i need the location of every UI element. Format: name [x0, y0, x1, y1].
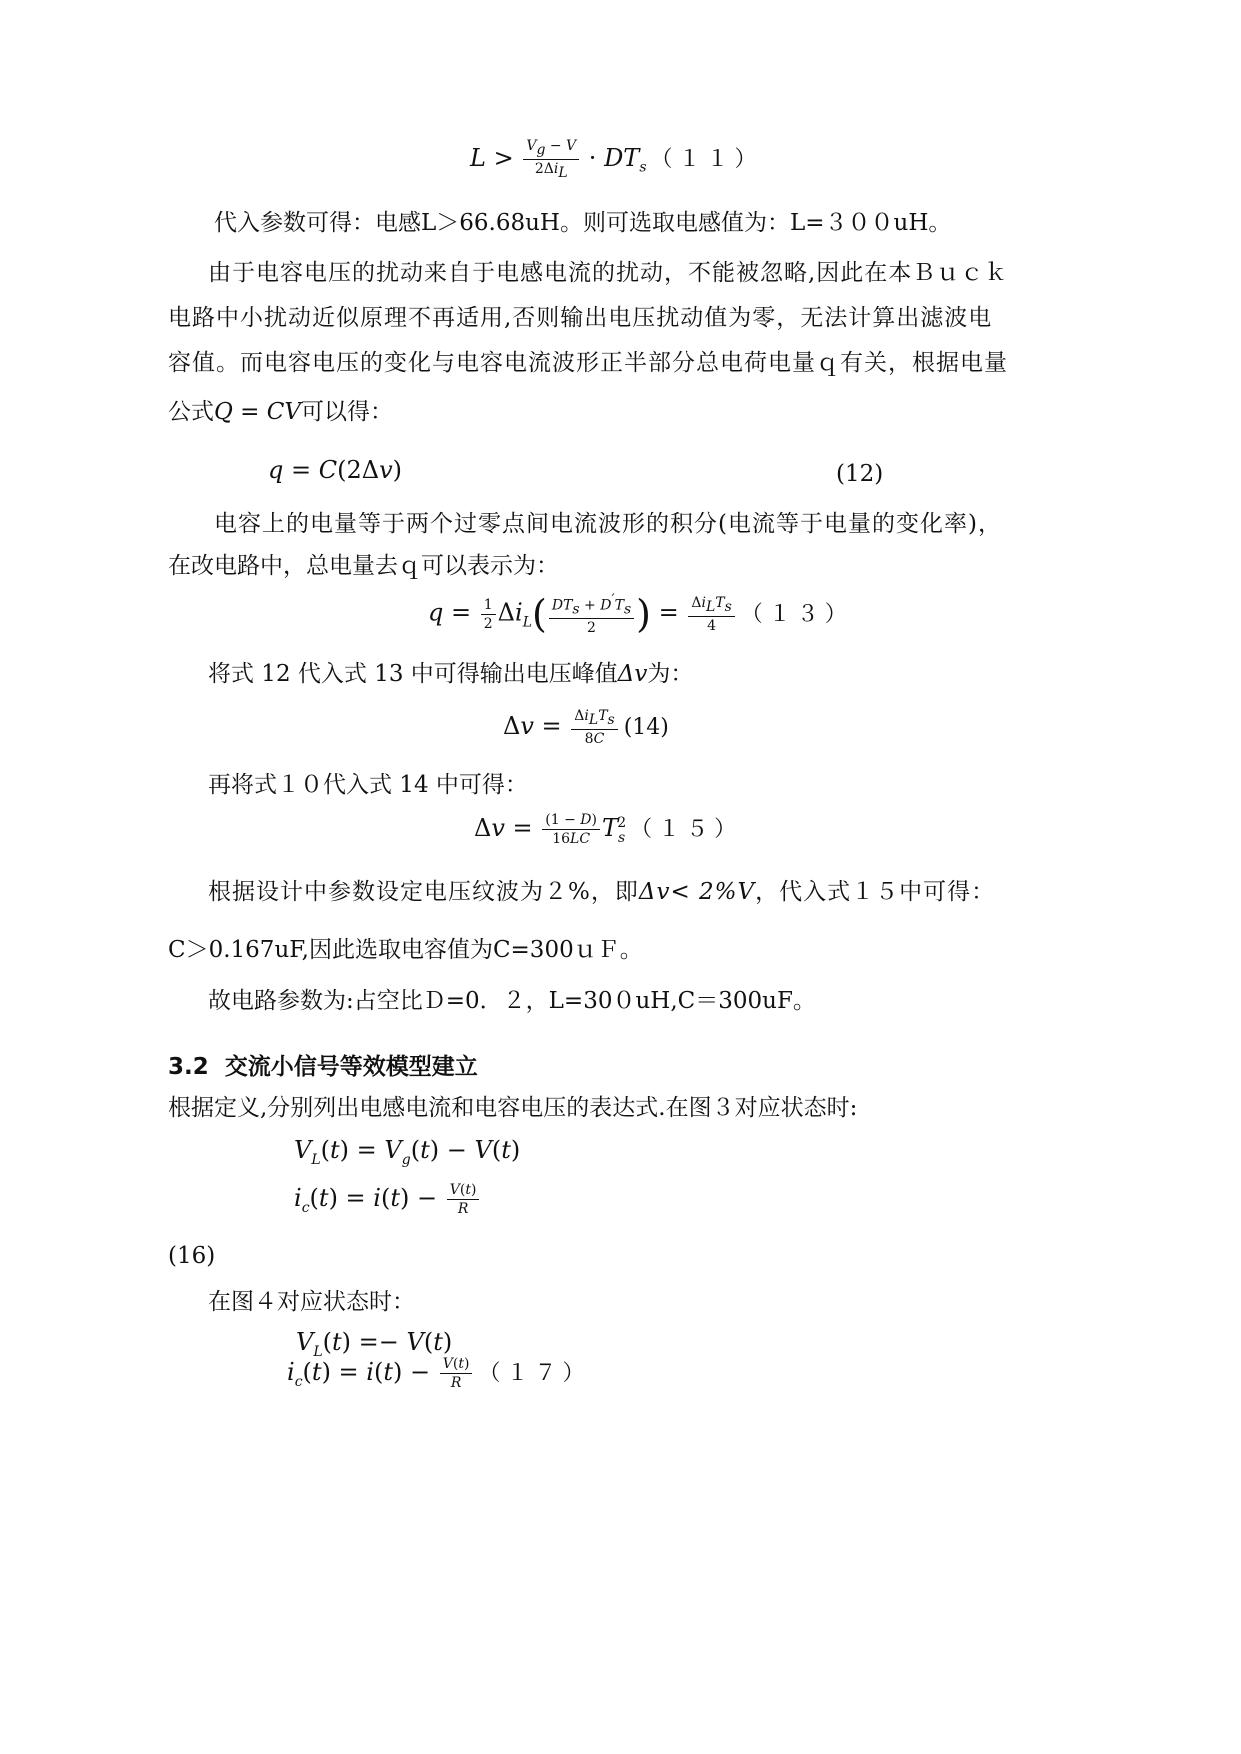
paragraph-disturbance-line-3: 容值。而电容电压的变化与电容电流波形正半部分总电荷电量ｑ有关，根据电量 — [168, 350, 1008, 376]
equation-14: Δv = $\frac{\Delta i_LT_s}{8C}$ (14) — [503, 708, 669, 747]
paragraph-disturbance-line-2: 电路中小扰动近似原理不再适用,否则输出电压扰动值为零，无法计算出滤波电 — [168, 305, 993, 331]
paragraph-substitution-prefix: 将式 12 代入式 13 中可得输出电压峰值 — [208, 661, 618, 687]
paragraph-charge-line-2: 在改电路中，总电量去ｑ可以表示为： — [168, 553, 559, 579]
equation-16-number: (16) — [168, 1243, 216, 1269]
equation-17a: $V_L(t) =- V(t)$ — [296, 1328, 453, 1360]
section-title: 交流小信号等效模型建立 — [224, 1054, 478, 1080]
paragraph-substitution-10-14: 再将式１０代入式 14 中可得： — [208, 772, 528, 798]
equation-12-number: (12) — [836, 461, 884, 487]
section-number: 3.2 — [168, 1054, 209, 1080]
equation-17-number: （１７） — [478, 1361, 591, 1386]
paragraph-ripple-suffix: ，代入式１５中可得： — [755, 879, 996, 905]
delta-v-symbol: Δv — [617, 661, 648, 687]
paragraph-ripple — [208, 877, 995, 907]
paragraph-substitution-12-13 — [208, 659, 693, 689]
paragraph-disturbance-line-1: 由于电容电压的扰动来自于电感电流的扰动，不能被忽略,因此在本Ｂｕｃｋ — [208, 260, 1009, 286]
paragraph-disturbance-line-4 — [168, 397, 393, 427]
paragraph-parameters: 故电路参数为:占空比Ｄ=0．２，L=30０uH,C＝300uF。 — [208, 988, 816, 1014]
equation-16a: $V_L(t) = V_g(t) - V(t)$ — [294, 1136, 521, 1168]
paragraph-disturbance-suffix: 可以得： — [300, 399, 393, 425]
paragraph-substitution-suffix: 为： — [647, 661, 694, 687]
equation-13: q = $\frac{1}{2}$ $\Delta i_L$( $\frac{DT_s + D'T_s}{2}$ ) = $\frac{\Delta i_LT_s}{4}$ （１３） — [428, 592, 853, 637]
equation-17b: $i_c(t) = i(t)$ − $\frac{V(t)}{R}$ （１７） — [287, 1356, 591, 1391]
equation-16b: $i_c(t) = i(t)$ − $\frac{V(t)}{R}$ — [294, 1182, 481, 1217]
section-heading — [168, 1048, 478, 1081]
equation-12: q = C(2Δv) — [268, 456, 402, 484]
equation-15-number: （１５） — [630, 817, 743, 842]
paragraph-ripple-prefix: 根据设计中参数设定电压纹波为２%，即 — [208, 879, 639, 905]
equation-15: Δv = $\frac{(1 - D)}{16LC}$ $T_s^2$ （１５） — [474, 812, 743, 847]
charge-formula: Q = CV — [214, 399, 301, 425]
equation-13-number: （１３） — [740, 601, 853, 627]
paragraph-disturbance-prefix: 公式 — [168, 399, 214, 425]
paragraph-definition: 根据定义,分别列出电感电流和电容电压的表达式.在图３对应状态时: — [168, 1095, 858, 1121]
paragraph-capacitor: C＞0.167uF,因此选取电容值为C=300ｕＦ。 — [168, 937, 643, 963]
equation-14-number: (14) — [623, 714, 669, 740]
ripple-condition: Δv< 2%V — [638, 879, 756, 905]
paragraph-figure-4: 在图４对应状态时： — [208, 1289, 415, 1315]
paragraph-charge-line-1: 电容上的电量等于两个过零点间电流波形的积分(电流等于电量的变化率)， — [214, 511, 1002, 537]
equation-11: L > $\frac{V_g - V}{2\Delta i_L}$ · $DT_s$ （１１） — [470, 138, 763, 181]
equation-11-number: （１１） — [650, 146, 763, 172]
paragraph-inductor: 代入参数可得：电感L＞66.68uH。则可选取电感值为：L=３００uH。 — [214, 210, 952, 236]
